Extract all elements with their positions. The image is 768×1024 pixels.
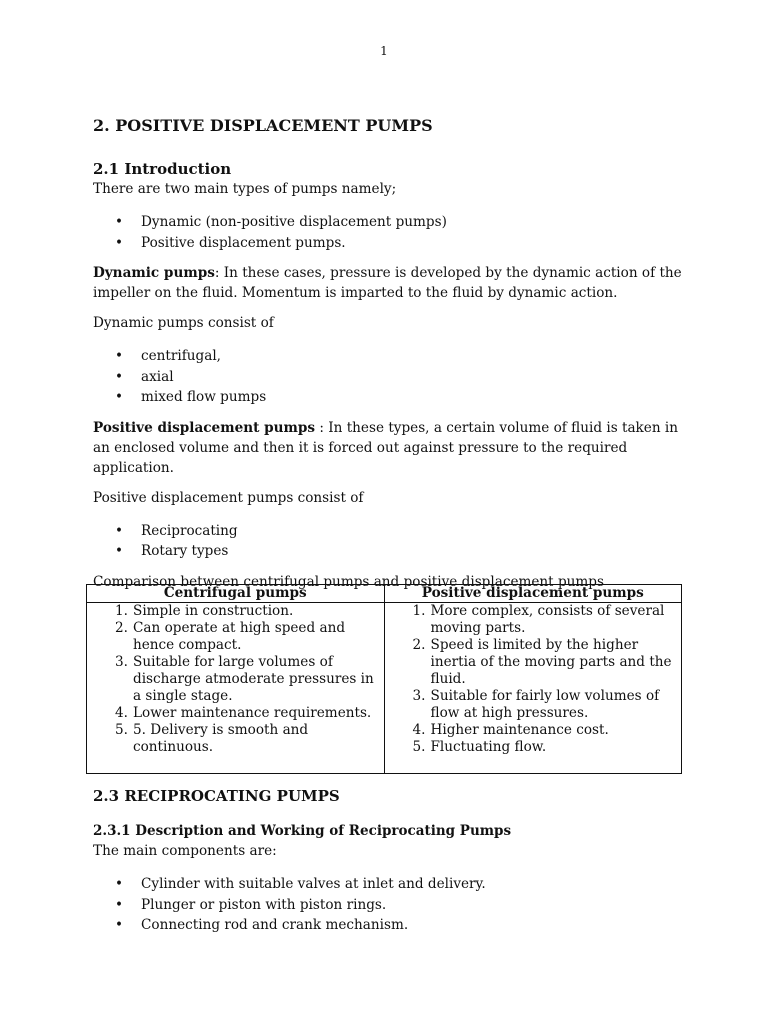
list-item: 2. Can operate at high speed and hence compact. — [115, 620, 346, 653]
dynamic-term: Dynamic pumps — [93, 265, 215, 281]
list-item: • Connecting rod and crank mechanism. — [93, 915, 683, 936]
dynamic-consist-label: Dynamic pumps consist of — [93, 315, 274, 331]
components-list — [93, 874, 683, 936]
positive-consist-label: Positive displacement pumps consist of — [93, 489, 364, 506]
list-item: • axial — [93, 367, 683, 388]
dynamic-definition — [93, 263, 683, 303]
list-item: 3. Suitable for large volumes of discharge atmoderate pressures in a single stage. — [115, 654, 374, 704]
header-positive: Positive displacement pumps — [384, 585, 682, 603]
list-item: 5. Fluctuating flow. — [412, 739, 547, 755]
comparison-caption: Comparison between centrifugal pumps and positive displacement pumps — [93, 573, 604, 590]
list-item: 4. Lower maintenance requirements. — [115, 705, 372, 721]
list-item: • Positive displacement pumps. — [93, 233, 683, 254]
header-centrifugal: Centrifugal pumps — [87, 585, 385, 603]
reciprocating-section — [93, 786, 683, 936]
list-item: • Cylinder with suitable valves at inlet and delivery. — [93, 874, 683, 895]
reciprocating-subheading: 2.3.1 Description and Working of Reciprocating Pumps — [93, 823, 512, 839]
positive-kinds-list — [93, 521, 683, 562]
list-item: • mixed flow pumps — [93, 387, 683, 408]
table-header-row — [87, 585, 682, 603]
page-number: 1 — [380, 44, 388, 58]
list-item: 4. Higher maintenance cost. — [412, 722, 609, 738]
dynamic-text: : In these cases, pressure is developed by the dynamic action of the impeller on the fluid. Momentum is imparted to the fluid by dynamic action. — [93, 265, 682, 301]
list-item: • Dynamic (non-positive displacement pumps) — [93, 212, 683, 233]
page-title: 2. POSITIVE DISPLACEMENT PUMPS — [93, 116, 433, 135]
table-row — [87, 603, 682, 774]
positive-definition — [93, 418, 683, 478]
centrifugal-list — [93, 603, 378, 756]
list-item: • centrifugal, — [93, 346, 683, 367]
list-item: • Plunger or piston with piston rings. — [93, 895, 683, 916]
main-content — [93, 116, 683, 592]
components-lead: The main components are: — [93, 843, 277, 859]
positive-list — [391, 603, 676, 756]
positive-cell — [384, 603, 682, 774]
list-item: 5. 5. Delivery is smooth and continuous. — [115, 722, 309, 755]
centrifugal-cell — [87, 603, 385, 774]
positive-text: : In these types, a certain volume of fluid is taken in an enclosed volume and then it is forced out against pressure to the required application. — [93, 419, 679, 476]
intro-heading: 2.1 Introduction — [93, 160, 232, 178]
list-item: • Reciprocating — [93, 521, 683, 542]
list-item: 2. Speed is limited by the higher inertia of the moving parts and the fluid. — [412, 637, 672, 687]
dynamic-kinds-list — [93, 346, 683, 408]
list-item: 1. Simple in construction. — [115, 603, 294, 619]
list-item: 3. Suitable for fairly low volumes of flow at high pressures. — [412, 688, 660, 721]
intro-lead: There are two main types of pumps namely; — [93, 181, 397, 197]
list-item: 1. More complex, consists of several moving parts. — [412, 603, 665, 636]
reciprocating-heading: 2.3 RECIPROCATING PUMPS — [93, 787, 340, 805]
positive-term: Positive displacement pumps — [93, 419, 316, 436]
comparison-table — [86, 584, 682, 774]
list-item: • Rotary types — [93, 541, 683, 562]
pump-types-list — [93, 212, 683, 253]
